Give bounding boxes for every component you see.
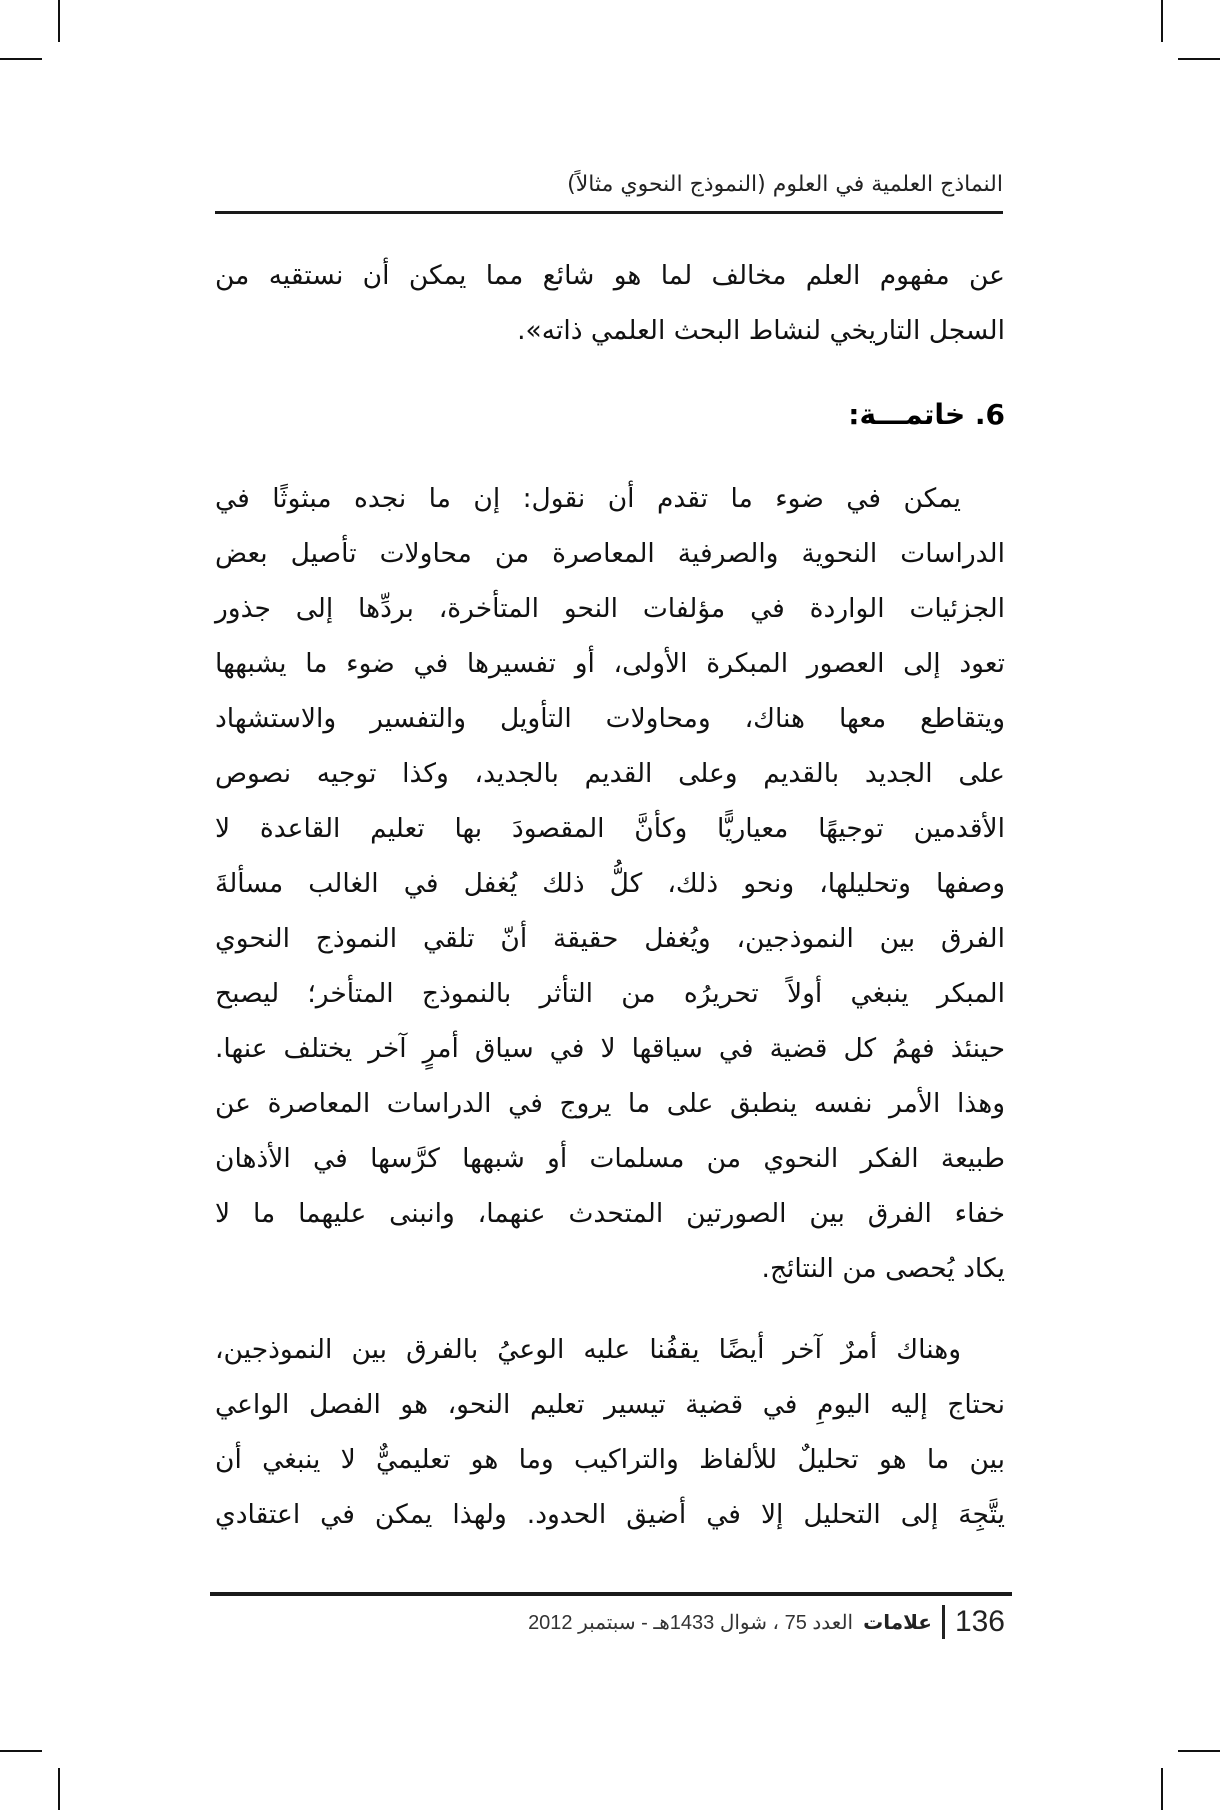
text-line: يكاد يُحصى من النتائج. <box>761 1253 1005 1284</box>
text-line: يتَّجِهَ إلى التحليل إلا في أضيق الحدود. ولهذا يمكن في اعتقادي <box>215 1499 1005 1530</box>
crop-mark-bottom-left-vertical <box>58 1768 60 1810</box>
text-line: وهذا الأمر نفسه ينطبق على ما يروج في الدراسات المعاصرة عن <box>215 1088 1005 1119</box>
text-line: الدراسات النحوية والصرفية المعاصرة من محاولات تأصيل بعض <box>215 538 1005 569</box>
text-line: يمكن في ضوء ما تقدم أن نقول: إن ما نجده مبثوثًا في <box>215 483 961 514</box>
text-line: عن مفهوم العلم مخالف لما هو شائع مما يمكن أن نستقيه من <box>215 260 1005 291</box>
text-line: بين ما هو تحليلٌ للألفاظ والتراكيب وما هو تعليميٌّ لا ينبغي أن <box>215 1444 1005 1475</box>
crop-mark-top-left-horizontal <box>0 58 42 60</box>
crop-mark-top-right-vertical <box>1161 0 1163 42</box>
text-line: الأقدمين توجيهًا معياريًّا وكأنَّ المقصودَ بها تعليم القاعدة لا <box>215 813 1005 844</box>
text-line: على الجديد بالقديم وعلى القديم بالجديد، وكذا توجيه نصوص <box>215 758 1005 789</box>
text-line: السجل التاريخي لنشاط البحث العلمي ذاته». <box>517 315 1005 346</box>
text-line: تعود إلى العصور المبكرة الأولى، أو تفسيرها في ضوء ما يشبهها <box>215 648 1005 679</box>
page-number: 136 <box>954 1605 1005 1638</box>
text-line: خفاء الفرق بين الصورتين المتحدث عنهما، وانبنى عليهما ما لا <box>215 1198 1005 1229</box>
crop-mark-bottom-right-vertical <box>1161 1768 1163 1810</box>
header-rule <box>215 211 1003 214</box>
footer-separator <box>942 1605 945 1639</box>
paragraph-continued <box>215 248 1005 358</box>
text-line: ويتقاطع معها هناك، ومحاولات التأويل والتفسير والاستشهاد <box>215 703 1005 734</box>
section-number: 6. <box>974 398 1005 431</box>
crop-mark-bottom-right-horizontal <box>1178 1750 1220 1752</box>
text-line: نحتاج إليه اليومِ في قضية تيسير تعليم النحو، هو الفصل الواعي <box>215 1389 1005 1420</box>
text-line: طبيعة الفكر النحوي من مسلمات أو شبهها كرَّسها في الأذهان <box>215 1143 1005 1174</box>
running-header: النماذج العلمية في العلوم (النموذج النحوي مثالاً) <box>567 172 1003 197</box>
crop-mark-top-left-vertical <box>58 0 60 42</box>
crop-mark-top-right-horizontal <box>1178 58 1220 60</box>
text-line: وصفها وتحليلها، ونحو ذلك، كلُّ ذلك يُغفل في الغالب مسألةَ <box>215 868 1005 899</box>
text-line: الفرق بين النموذجين، ويُغفل حقيقة أنّ تلقي النموذج النحوي <box>215 923 1005 954</box>
text-line: وهناك أمرٌ آخر أيضًا يقفُنا عليه الوعيُ بالفرق بين النموذجين، <box>215 1334 961 1365</box>
conclusion-paragraph-2 <box>215 1322 1005 1542</box>
conclusion-paragraph-1 <box>215 471 1005 1296</box>
text-line: حينئذ فهمُ كل قضية في سياقها لا في سياق أمرٍ آخر يختلف عنها. <box>215 1033 1005 1064</box>
journal-logo: علامات <box>863 1610 932 1634</box>
section-heading <box>848 398 1005 431</box>
crop-mark-bottom-left-horizontal <box>0 1750 42 1752</box>
text-line: الجزئيات الواردة في مؤلفات النحو المتأخرة، بردِّها إلى جذور <box>215 593 1005 624</box>
page-footer <box>528 1602 1005 1642</box>
footer-rule <box>210 1592 1012 1596</box>
text-line: المبكر ينبغي أولاً تحريرُه من التأثر بالنموذج المتأخر؛ ليصبح <box>215 978 1005 1009</box>
section-title: خاتمـــة: <box>848 398 966 431</box>
issue-info: العدد 75 ، شوال 1433هـ - سبتمبر 2012 <box>528 1611 854 1634</box>
